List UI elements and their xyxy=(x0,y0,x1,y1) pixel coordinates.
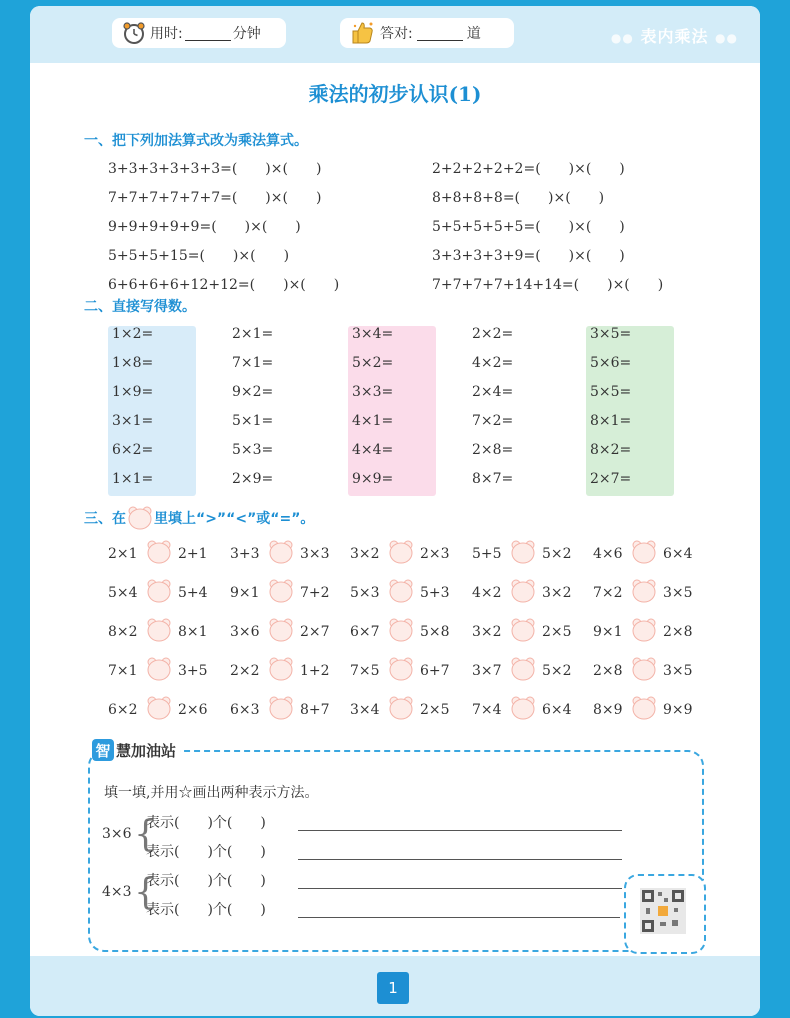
answer-line[interactable] xyxy=(298,888,622,889)
math-fact: 4×2= xyxy=(472,355,514,371)
dots-right-icon: ●● xyxy=(715,31,738,45)
comparison-blank[interactable] xyxy=(388,618,414,642)
correct-pill xyxy=(340,18,514,48)
comparison-right: 2×6 xyxy=(178,702,208,718)
comparison-left: 5+5 xyxy=(472,546,502,562)
thumbs-up-icon xyxy=(350,20,376,46)
comparison-right: 2+1 xyxy=(178,546,208,562)
math-fact: 3×3= xyxy=(352,384,394,400)
comparison-right: 2×3 xyxy=(420,546,450,562)
time-pill xyxy=(112,18,286,48)
comparison-right: 3+5 xyxy=(178,663,208,679)
equation-row: 5+5+5+5+5=( )×( ) xyxy=(432,219,625,235)
comparison-left: 3×2 xyxy=(350,546,380,562)
comparison-left: 8×9 xyxy=(593,702,623,718)
comparison-blank[interactable] xyxy=(146,657,172,681)
math-fact: 3×5= xyxy=(590,326,632,342)
comparison-right: 5×8 xyxy=(420,624,450,640)
comparison-right: 2×7 xyxy=(300,624,330,640)
math-fact: 5×2= xyxy=(352,355,394,371)
equation-row: 3+3+3+3+9=( )×( ) xyxy=(432,248,625,264)
math-fact: 1×1= xyxy=(112,471,154,487)
comparison-blank[interactable] xyxy=(510,540,536,564)
comparison-blank[interactable] xyxy=(631,618,657,642)
comparison-right: 9×9 xyxy=(663,702,693,718)
math-fact: 5×1= xyxy=(232,413,274,429)
comparison-right: 5+4 xyxy=(178,585,208,601)
math-fact: 7×1= xyxy=(232,355,274,371)
comparison-blank[interactable] xyxy=(268,579,294,603)
comparison-left: 3×4 xyxy=(350,702,380,718)
answer-line[interactable] xyxy=(298,830,622,831)
equation-row: 7+7+7+7+7+7=( )×( ) xyxy=(108,190,322,206)
alarm-clock-icon xyxy=(122,21,146,45)
comparison-left: 5×4 xyxy=(108,585,138,601)
topic-label xyxy=(611,24,738,47)
time-blank[interactable] xyxy=(185,26,231,41)
bear-face-icon xyxy=(268,657,294,681)
comparison-blank[interactable] xyxy=(510,657,536,681)
comparison-right: 3×5 xyxy=(663,585,693,601)
comparison-left: 5×3 xyxy=(350,585,380,601)
comparison-left: 2×8 xyxy=(593,663,623,679)
comparison-blank[interactable] xyxy=(510,696,536,720)
bear-face-icon xyxy=(631,696,657,720)
bear-face-icon xyxy=(127,506,153,530)
comparison-right: 8×1 xyxy=(178,624,208,640)
comparison-left: 7×1 xyxy=(108,663,138,679)
challenge-instruction: 填一填,并用☆画出两种表示方法。 xyxy=(104,785,319,801)
bear-face-icon xyxy=(388,540,414,564)
bear-face-icon xyxy=(268,579,294,603)
math-fact: 3×1= xyxy=(112,413,154,429)
equation-row: 9+9+9+9+9=( )×( ) xyxy=(108,219,301,235)
comparison-left: 3×6 xyxy=(230,624,260,640)
math-fact: 3×4= xyxy=(352,326,394,342)
equation-row: 5+5+5+15=( )×( ) xyxy=(108,248,290,264)
comparison-left: 2×1 xyxy=(108,546,138,562)
comparison-right: 6×4 xyxy=(542,702,572,718)
math-fact: 1×8= xyxy=(112,355,154,371)
bear-face-icon xyxy=(388,618,414,642)
comparison-left: 9×1 xyxy=(230,585,260,601)
group-expression: 4×3 xyxy=(102,884,132,900)
comparison-blank[interactable] xyxy=(631,540,657,564)
badge-zhi: 智 xyxy=(92,739,114,761)
comparison-right: 1+2 xyxy=(300,663,330,679)
bear-face-icon xyxy=(268,618,294,642)
math-fact: 5×5= xyxy=(590,384,632,400)
page-title: 乘法的初步认识(1) xyxy=(308,82,482,106)
comparison-blank[interactable] xyxy=(268,618,294,642)
comparison-left: 9×1 xyxy=(593,624,623,640)
comparison-blank[interactable] xyxy=(146,696,172,720)
bear-face-icon xyxy=(631,540,657,564)
comparison-blank[interactable] xyxy=(146,540,172,564)
comparison-blank[interactable] xyxy=(268,540,294,564)
comparison-blank[interactable] xyxy=(268,696,294,720)
math-fact: 2×2= xyxy=(472,326,514,342)
math-fact: 4×4= xyxy=(352,442,394,458)
comparison-left: 4×2 xyxy=(472,585,502,601)
bear-face-icon xyxy=(146,657,172,681)
section1-heading: 一、把下列加法算式改为乘法算式。 xyxy=(84,133,308,149)
bear-face-icon xyxy=(510,579,536,603)
comparison-right: 3×2 xyxy=(542,585,572,601)
comparison-left: 3+3 xyxy=(230,546,260,562)
math-fact: 2×8= xyxy=(472,442,514,458)
math-fact: 5×3= xyxy=(232,442,274,458)
bear-face-icon xyxy=(146,540,172,564)
page-number: 1 xyxy=(377,972,409,1004)
section3-heading-post: 里填上“>”“<”或“=”。 xyxy=(154,511,315,527)
section3-heading xyxy=(84,506,314,530)
comparison-blank[interactable] xyxy=(388,657,414,681)
comparison-blank[interactable] xyxy=(510,579,536,603)
math-fact: 1×2= xyxy=(112,326,154,342)
comparison-left: 4×6 xyxy=(593,546,623,562)
comparison-blank[interactable] xyxy=(146,618,172,642)
comparison-right: 6×4 xyxy=(663,546,693,562)
equation-row: 2+2+2+2+2=( )×( ) xyxy=(432,161,625,177)
bear-face-icon xyxy=(146,618,172,642)
math-fact: 8×2= xyxy=(590,442,632,458)
comparison-left: 8×2 xyxy=(108,624,138,640)
math-fact: 8×7= xyxy=(472,471,514,487)
comparison-left: 6×2 xyxy=(108,702,138,718)
comparison-blank[interactable] xyxy=(388,696,414,720)
math-fact: 2×7= xyxy=(590,471,632,487)
comparison-right: 5×2 xyxy=(542,663,572,679)
math-fact: 1×9= xyxy=(112,384,154,400)
time-label: 用时: xyxy=(150,26,183,42)
comparison-left: 6×7 xyxy=(350,624,380,640)
time-unit: 分钟 xyxy=(232,26,261,42)
comparison-blank[interactable] xyxy=(631,579,657,603)
comparison-blank[interactable] xyxy=(631,696,657,720)
bear-face-icon xyxy=(631,657,657,681)
comparison-blank[interactable] xyxy=(268,657,294,681)
bear-face-icon xyxy=(510,657,536,681)
badge-text: 慧加油站 xyxy=(116,741,177,760)
bear-face-icon xyxy=(146,579,172,603)
fill-in-line: 表示( )个( ) xyxy=(146,873,266,889)
bear-face-icon xyxy=(388,696,414,720)
comparison-blank[interactable] xyxy=(510,618,536,642)
correct-unit: 道 xyxy=(466,26,481,42)
math-fact: 8×1= xyxy=(590,413,632,429)
answer-line[interactable] xyxy=(298,917,620,918)
comparison-blank[interactable] xyxy=(388,540,414,564)
comparison-right: 3×3 xyxy=(300,546,330,562)
comparison-left: 7×4 xyxy=(472,702,502,718)
comparison-right: 2×5 xyxy=(420,702,450,718)
equation-row: 7+7+7+7+14+14=( )×( ) xyxy=(432,277,664,293)
comparison-right: 2×8 xyxy=(663,624,693,640)
challenge-badge xyxy=(92,739,180,761)
dots-left-icon: ●● xyxy=(610,31,634,45)
brace-icon: { xyxy=(134,872,157,913)
comparison-right: 8+7 xyxy=(300,702,330,718)
comparison-right: 5×2 xyxy=(542,546,572,562)
brace-icon: { xyxy=(134,814,157,855)
comparison-left: 7×5 xyxy=(350,663,380,679)
math-fact: 9×9= xyxy=(352,471,394,487)
worksheet-page xyxy=(30,6,760,1016)
math-fact: 4×1= xyxy=(352,413,394,429)
bear-face-icon xyxy=(388,579,414,603)
comparison-blank[interactable] xyxy=(146,579,172,603)
bear-face-icon xyxy=(631,618,657,642)
correct-label: 答对: xyxy=(380,26,413,42)
bear-face-icon xyxy=(388,657,414,681)
math-fact: 7×2= xyxy=(472,413,514,429)
comparison-right: 2×5 xyxy=(542,624,572,640)
equation-row: 6+6+6+6+12+12=( )×( ) xyxy=(108,277,340,293)
comparison-left: 2×2 xyxy=(230,663,260,679)
fill-in-line: 表示( )个( ) xyxy=(146,902,266,918)
comparison-blank[interactable] xyxy=(388,579,414,603)
equation-row: 3+3+3+3+3+3=( )×( ) xyxy=(108,161,322,177)
math-fact: 2×1= xyxy=(232,326,274,342)
bear-face-icon xyxy=(510,618,536,642)
bear-face-icon xyxy=(146,696,172,720)
math-fact: 2×9= xyxy=(232,471,274,487)
qr-code-icon[interactable] xyxy=(640,888,686,934)
bear-face-icon xyxy=(510,540,536,564)
comparison-right: 3×5 xyxy=(663,663,693,679)
bear-face-icon xyxy=(268,696,294,720)
comparison-left: 6×3 xyxy=(230,702,260,718)
fill-in-line: 表示( )个( ) xyxy=(146,815,266,831)
section2-heading: 二、直接写得数。 xyxy=(84,299,196,315)
comparison-left: 3×7 xyxy=(472,663,502,679)
comparison-left: 7×2 xyxy=(593,585,623,601)
math-fact: 9×2= xyxy=(232,384,274,400)
comparison-left: 3×2 xyxy=(472,624,502,640)
bear-face-icon xyxy=(510,696,536,720)
fill-in-line: 表示( )个( ) xyxy=(146,844,266,860)
section3-heading-pre: 三、在 xyxy=(84,511,126,527)
math-fact: 2×4= xyxy=(472,384,514,400)
equation-row: 8+8+8+8=( )×( ) xyxy=(432,190,605,206)
bear-face-icon xyxy=(631,579,657,603)
group-expression: 3×6 xyxy=(102,826,132,842)
topic-text: 表内乘法 xyxy=(640,27,709,46)
comparison-right: 5+3 xyxy=(420,585,450,601)
correct-blank[interactable] xyxy=(417,26,463,41)
comparison-right: 6+7 xyxy=(420,663,450,679)
math-fact: 6×2= xyxy=(112,442,154,458)
math-fact: 5×6= xyxy=(590,355,632,371)
comparison-right: 7+2 xyxy=(300,585,330,601)
bear-face-icon xyxy=(268,540,294,564)
answer-line[interactable] xyxy=(298,859,622,860)
comparison-blank[interactable] xyxy=(631,657,657,681)
